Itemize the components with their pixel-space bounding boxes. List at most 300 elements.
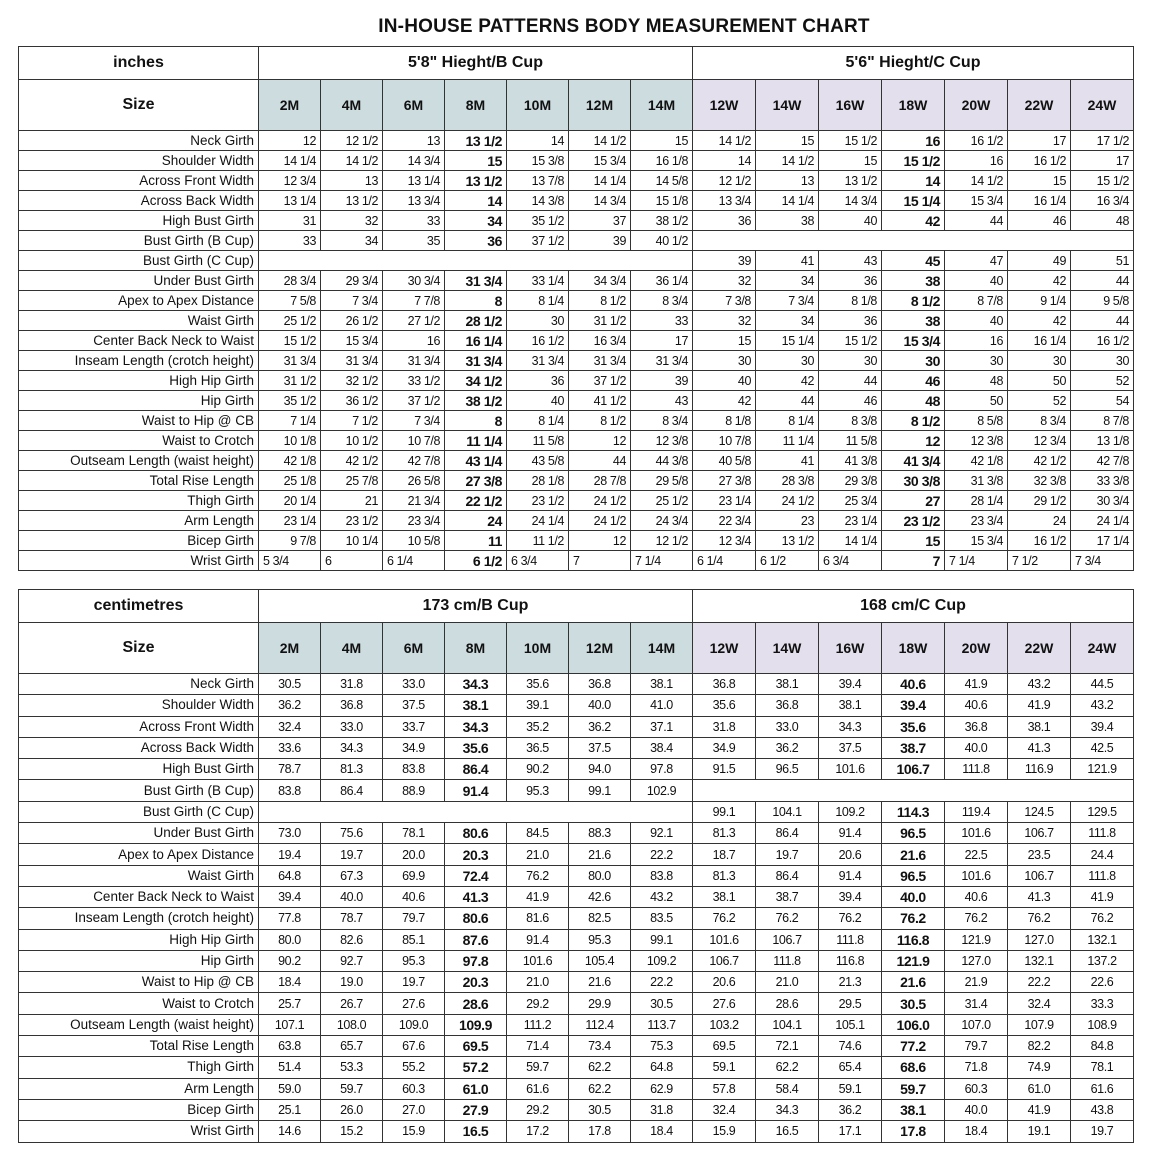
row-label: High Bust Girth bbox=[19, 211, 259, 231]
value-cell: 8 1/4 bbox=[756, 411, 819, 431]
value-cell: 80.6 bbox=[445, 823, 507, 844]
value-cell: 8 1/2 bbox=[569, 411, 631, 431]
table-row bbox=[19, 780, 1134, 801]
value-cell: 40 bbox=[945, 271, 1008, 291]
value-cell: 38.7 bbox=[882, 737, 945, 758]
value-cell: 81.3 bbox=[693, 865, 756, 886]
value-cell: 91.5 bbox=[693, 759, 756, 780]
value-cell: 61.6 bbox=[507, 1078, 569, 1099]
value-cell: 78.7 bbox=[321, 908, 383, 929]
centimetres-table bbox=[18, 589, 1134, 1143]
size-header-12w: 12W bbox=[693, 80, 756, 131]
value-cell: 28 7/8 bbox=[569, 471, 631, 491]
value-cell: 42.6 bbox=[569, 886, 631, 907]
value-cell: 15 1/2 bbox=[1071, 171, 1134, 191]
value-cell: 24.4 bbox=[1071, 844, 1134, 865]
value-cell: 17 bbox=[1008, 131, 1071, 151]
value-cell: 7 7/8 bbox=[383, 291, 445, 311]
value-cell: 51 bbox=[1071, 251, 1134, 271]
value-cell: 27 3/8 bbox=[693, 471, 756, 491]
value-cell: 35 1/2 bbox=[507, 211, 569, 231]
value-cell: 105.1 bbox=[819, 1014, 882, 1035]
row-label: Across Back Width bbox=[19, 737, 259, 758]
value-cell: 28 1/2 bbox=[445, 311, 507, 331]
table-row bbox=[19, 151, 1134, 171]
value-cell: 10 7/8 bbox=[383, 431, 445, 451]
value-cell: 28.6 bbox=[445, 993, 507, 1014]
value-cell: 30.5 bbox=[569, 1099, 631, 1120]
value-cell: 15 3/8 bbox=[507, 151, 569, 171]
value-cell: 13 3/4 bbox=[693, 191, 756, 211]
value-cell: 7 5/8 bbox=[259, 291, 321, 311]
value-cell: 30 3/4 bbox=[383, 271, 445, 291]
value-cell: 101.6 bbox=[693, 929, 756, 950]
value-cell: 17.8 bbox=[882, 1121, 945, 1142]
value-cell: 29 5/8 bbox=[631, 471, 693, 491]
value-cell: 80.0 bbox=[259, 929, 321, 950]
value-cell: 9 1/4 bbox=[1008, 291, 1071, 311]
value-cell: 73.4 bbox=[569, 1036, 631, 1057]
value-cell: 64.8 bbox=[259, 865, 321, 886]
value-cell: 84.5 bbox=[507, 823, 569, 844]
table-row bbox=[19, 929, 1134, 950]
value-cell: 82.5 bbox=[569, 908, 631, 929]
value-cell: 33.7 bbox=[383, 716, 445, 737]
value-cell: 46 bbox=[1008, 211, 1071, 231]
value-cell: 16 bbox=[383, 331, 445, 351]
value-cell: 12 bbox=[569, 531, 631, 551]
table-row bbox=[19, 1121, 1134, 1142]
value-cell: 15 bbox=[445, 151, 507, 171]
table-row bbox=[19, 972, 1134, 993]
value-cell: 42 7/8 bbox=[1071, 451, 1134, 471]
value-cell: 46 bbox=[819, 391, 882, 411]
row-label: Total Rise Length bbox=[19, 1036, 259, 1057]
value-cell: 34 bbox=[321, 231, 383, 251]
value-cell: 67.6 bbox=[383, 1036, 445, 1057]
value-cell: 8 bbox=[445, 411, 507, 431]
value-cell: 14 1/4 bbox=[569, 171, 631, 191]
value-cell: 32 bbox=[693, 271, 756, 291]
value-cell: 14.6 bbox=[259, 1121, 321, 1142]
value-cell: 13 1/4 bbox=[259, 191, 321, 211]
value-cell: 32 bbox=[693, 311, 756, 331]
value-cell: 106.7 bbox=[756, 929, 819, 950]
table-row bbox=[19, 1057, 1134, 1078]
table-row bbox=[19, 865, 1134, 886]
value-cell: 73.0 bbox=[259, 823, 321, 844]
value-cell: 41 1/2 bbox=[569, 391, 631, 411]
value-cell: 86.4 bbox=[756, 865, 819, 886]
value-cell: 72.4 bbox=[445, 865, 507, 886]
value-cell: 65.4 bbox=[819, 1057, 882, 1078]
value-cell: 85.1 bbox=[383, 929, 445, 950]
value-cell: 24 1/2 bbox=[756, 491, 819, 511]
value-cell: 35.6 bbox=[882, 716, 945, 737]
value-cell: 74.9 bbox=[1008, 1057, 1071, 1078]
value-cell: 21.0 bbox=[756, 972, 819, 993]
group-header-missy: 173 cm/B Cup bbox=[259, 590, 693, 623]
value-cell: 15.2 bbox=[321, 1121, 383, 1142]
value-cell: 32 bbox=[321, 211, 383, 231]
row-label: Apex to Apex Distance bbox=[19, 844, 259, 865]
value-cell: 33 1/2 bbox=[383, 371, 445, 391]
value-cell: 30 bbox=[756, 351, 819, 371]
value-cell: 7 bbox=[569, 551, 631, 571]
value-cell: 127.0 bbox=[1008, 929, 1071, 950]
table-row bbox=[19, 271, 1134, 291]
row-label: Waist to Hip @ CB bbox=[19, 972, 259, 993]
value-cell: 116.8 bbox=[882, 929, 945, 950]
table-row bbox=[19, 1078, 1134, 1099]
value-cell: 14 bbox=[882, 171, 945, 191]
row-label: Waist Girth bbox=[19, 311, 259, 331]
value-cell: 12 3/4 bbox=[259, 171, 321, 191]
value-cell: 75.3 bbox=[631, 1036, 693, 1057]
value-cell: 16 bbox=[945, 331, 1008, 351]
value-cell: 7 3/4 bbox=[321, 291, 383, 311]
value-cell: 59.7 bbox=[507, 1057, 569, 1078]
value-cell: 14 1/2 bbox=[569, 131, 631, 151]
value-cell: 81.3 bbox=[321, 759, 383, 780]
value-cell: 41.9 bbox=[1071, 886, 1134, 907]
size-header-24w: 24W bbox=[1071, 623, 1134, 674]
table-row bbox=[19, 1099, 1134, 1120]
value-cell: 61.0 bbox=[445, 1078, 507, 1099]
value-cell: 40 bbox=[945, 311, 1008, 331]
value-cell: 111.8 bbox=[1071, 823, 1134, 844]
value-cell: 43.2 bbox=[631, 886, 693, 907]
empty-cell bbox=[259, 251, 693, 271]
value-cell: 8 3/8 bbox=[819, 411, 882, 431]
value-cell: 33.0 bbox=[383, 674, 445, 695]
row-label: Bust Girth (B Cup) bbox=[19, 780, 259, 801]
table-row bbox=[19, 231, 1134, 251]
value-cell: 19.0 bbox=[321, 972, 383, 993]
value-cell: 7 bbox=[882, 551, 945, 571]
value-cell: 40.0 bbox=[945, 737, 1008, 758]
value-cell: 34 1/2 bbox=[445, 371, 507, 391]
value-cell: 99.1 bbox=[631, 929, 693, 950]
value-cell: 22 3/4 bbox=[693, 511, 756, 531]
value-cell: 8 7/8 bbox=[1071, 411, 1134, 431]
value-cell: 11 bbox=[445, 531, 507, 551]
value-cell: 19.7 bbox=[1071, 1121, 1134, 1142]
value-cell: 42 bbox=[882, 211, 945, 231]
value-cell: 38.7 bbox=[756, 886, 819, 907]
value-cell: 76.2 bbox=[1071, 908, 1134, 929]
value-cell: 40.6 bbox=[383, 886, 445, 907]
value-cell: 78.1 bbox=[383, 823, 445, 844]
row-label: High Hip Girth bbox=[19, 929, 259, 950]
value-cell: 17 1/4 bbox=[1071, 531, 1134, 551]
value-cell: 13 7/8 bbox=[507, 171, 569, 191]
value-cell: 59.7 bbox=[321, 1078, 383, 1099]
value-cell: 24 1/4 bbox=[507, 511, 569, 531]
value-cell: 59.0 bbox=[259, 1078, 321, 1099]
value-cell: 8 7/8 bbox=[945, 291, 1008, 311]
size-header-16w: 16W bbox=[819, 80, 882, 131]
size-header-8m: 8M bbox=[445, 623, 507, 674]
group-header-womens: 168 cm/C Cup bbox=[693, 590, 1134, 623]
value-cell: 29 3/4 bbox=[321, 271, 383, 291]
value-cell: 58.4 bbox=[756, 1078, 819, 1099]
value-cell: 7 3/8 bbox=[693, 291, 756, 311]
row-label: Shoulder Width bbox=[19, 151, 259, 171]
value-cell: 31 1/2 bbox=[259, 371, 321, 391]
value-cell: 23 3/4 bbox=[383, 511, 445, 531]
row-label: Thigh Girth bbox=[19, 491, 259, 511]
value-cell: 33 1/4 bbox=[507, 271, 569, 291]
value-cell: 39.1 bbox=[507, 695, 569, 716]
value-cell: 86.4 bbox=[321, 780, 383, 801]
value-cell: 13 bbox=[383, 131, 445, 151]
value-cell: 15 bbox=[1008, 171, 1071, 191]
value-cell: 39 bbox=[631, 371, 693, 391]
value-cell: 72.1 bbox=[756, 1036, 819, 1057]
table-row bbox=[19, 451, 1134, 471]
value-cell: 101.6 bbox=[945, 823, 1008, 844]
value-cell: 42 7/8 bbox=[383, 451, 445, 471]
value-cell: 32.4 bbox=[693, 1099, 756, 1120]
table-row bbox=[19, 251, 1134, 271]
value-cell: 37.5 bbox=[383, 695, 445, 716]
value-cell: 42 bbox=[1008, 311, 1071, 331]
value-cell: 18.4 bbox=[631, 1121, 693, 1142]
value-cell: 48 bbox=[945, 371, 1008, 391]
value-cell: 31 3/4 bbox=[445, 271, 507, 291]
value-cell: 124.5 bbox=[1008, 801, 1071, 822]
value-cell: 28 3/4 bbox=[259, 271, 321, 291]
value-cell: 79.7 bbox=[383, 908, 445, 929]
value-cell: 44.5 bbox=[1071, 674, 1134, 695]
value-cell: 15 1/4 bbox=[756, 331, 819, 351]
value-cell: 26.7 bbox=[321, 993, 383, 1014]
value-cell: 21 3/4 bbox=[383, 491, 445, 511]
value-cell: 21.6 bbox=[569, 972, 631, 993]
value-cell: 27 1/2 bbox=[383, 311, 445, 331]
value-cell: 69.5 bbox=[693, 1036, 756, 1057]
value-cell: 10 1/2 bbox=[321, 431, 383, 451]
value-cell: 39.4 bbox=[259, 886, 321, 907]
value-cell: 21.6 bbox=[569, 844, 631, 865]
value-cell: 27 3/8 bbox=[445, 471, 507, 491]
value-cell: 30.5 bbox=[631, 993, 693, 1014]
table-row bbox=[19, 531, 1134, 551]
value-cell: 40.6 bbox=[945, 695, 1008, 716]
value-cell: 41.3 bbox=[1008, 737, 1071, 758]
value-cell: 108.9 bbox=[1071, 1014, 1134, 1035]
value-cell: 22.5 bbox=[945, 844, 1008, 865]
value-cell: 43 1/4 bbox=[445, 451, 507, 471]
row-label: Arm Length bbox=[19, 511, 259, 531]
row-label: Total Rise Length bbox=[19, 471, 259, 491]
row-label: Bust Girth (B Cup) bbox=[19, 231, 259, 251]
value-cell: 36.8 bbox=[756, 695, 819, 716]
value-cell: 12 1/2 bbox=[321, 131, 383, 151]
value-cell: 27.6 bbox=[383, 993, 445, 1014]
value-cell: 38.1 bbox=[756, 674, 819, 695]
value-cell: 50 bbox=[1008, 371, 1071, 391]
size-header-20w: 20W bbox=[945, 623, 1008, 674]
value-cell: 9 5/8 bbox=[1071, 291, 1134, 311]
value-cell: 36.8 bbox=[945, 716, 1008, 737]
value-cell: 34.3 bbox=[445, 674, 507, 695]
value-cell: 15 1/8 bbox=[631, 191, 693, 211]
value-cell: 69.5 bbox=[445, 1036, 507, 1057]
value-cell: 16 1/2 bbox=[1008, 531, 1071, 551]
value-cell: 63.8 bbox=[259, 1036, 321, 1057]
value-cell: 20.3 bbox=[445, 844, 507, 865]
value-cell: 27.0 bbox=[383, 1099, 445, 1120]
value-cell: 44 bbox=[819, 371, 882, 391]
value-cell: 38.4 bbox=[631, 737, 693, 758]
table-row bbox=[19, 844, 1134, 865]
size-header-14m: 14M bbox=[631, 623, 693, 674]
value-cell: 12 bbox=[882, 431, 945, 451]
value-cell: 59.1 bbox=[693, 1057, 756, 1078]
value-cell: 38.1 bbox=[882, 1099, 945, 1120]
value-cell: 8 1/2 bbox=[882, 411, 945, 431]
value-cell: 59.1 bbox=[819, 1078, 882, 1099]
value-cell: 16 1/4 bbox=[445, 331, 507, 351]
value-cell: 41.9 bbox=[507, 886, 569, 907]
row-label: Bust Girth (C Cup) bbox=[19, 801, 259, 822]
value-cell: 14 1/4 bbox=[819, 531, 882, 551]
value-cell: 51.4 bbox=[259, 1057, 321, 1078]
value-cell: 43.8 bbox=[1071, 1099, 1134, 1120]
row-label: Outseam Length (waist height) bbox=[19, 451, 259, 471]
row-label: High Bust Girth bbox=[19, 759, 259, 780]
value-cell: 90.2 bbox=[259, 950, 321, 971]
value-cell: 37 bbox=[569, 211, 631, 231]
table-row bbox=[19, 331, 1134, 351]
table-row bbox=[19, 993, 1134, 1014]
value-cell: 14 1/2 bbox=[756, 151, 819, 171]
value-cell: 13 1/2 bbox=[819, 171, 882, 191]
value-cell: 38 bbox=[756, 211, 819, 231]
value-cell: 32.4 bbox=[259, 716, 321, 737]
value-cell: 15 bbox=[819, 151, 882, 171]
value-cell: 19.1 bbox=[1008, 1121, 1071, 1142]
value-cell: 40.0 bbox=[321, 886, 383, 907]
table-row bbox=[19, 471, 1134, 491]
value-cell: 111.8 bbox=[945, 759, 1008, 780]
empty-cell bbox=[259, 801, 693, 822]
size-header-20w: 20W bbox=[945, 80, 1008, 131]
value-cell: 45 bbox=[882, 251, 945, 271]
value-cell: 36.2 bbox=[259, 695, 321, 716]
value-cell: 36.8 bbox=[693, 674, 756, 695]
value-cell: 31.8 bbox=[321, 674, 383, 695]
value-cell: 14 5/8 bbox=[631, 171, 693, 191]
value-cell: 116.9 bbox=[1008, 759, 1071, 780]
table-row bbox=[19, 171, 1134, 191]
value-cell: 36 bbox=[819, 271, 882, 291]
value-cell: 15 1/2 bbox=[819, 331, 882, 351]
value-cell: 33 bbox=[631, 311, 693, 331]
value-cell: 33 3/8 bbox=[1071, 471, 1134, 491]
value-cell: 41 bbox=[756, 251, 819, 271]
value-cell: 137.2 bbox=[1071, 950, 1134, 971]
table-row bbox=[19, 351, 1134, 371]
value-cell: 6 3/4 bbox=[819, 551, 882, 571]
value-cell: 35.6 bbox=[507, 674, 569, 695]
value-cell: 13 1/2 bbox=[445, 131, 507, 151]
table-row bbox=[19, 1036, 1134, 1057]
value-cell: 6 1/2 bbox=[756, 551, 819, 571]
value-cell: 38.1 bbox=[1008, 716, 1071, 737]
value-cell: 19.7 bbox=[756, 844, 819, 865]
value-cell: 33.0 bbox=[756, 716, 819, 737]
value-cell: 31 1/2 bbox=[569, 311, 631, 331]
value-cell: 29.5 bbox=[819, 993, 882, 1014]
value-cell: 8 5/8 bbox=[945, 411, 1008, 431]
value-cell: 11 5/8 bbox=[507, 431, 569, 451]
value-cell: 31 3/4 bbox=[259, 351, 321, 371]
value-cell: 36.2 bbox=[569, 716, 631, 737]
value-cell: 29.2 bbox=[507, 1099, 569, 1120]
table-row bbox=[19, 391, 1134, 411]
value-cell: 79.7 bbox=[945, 1036, 1008, 1057]
value-cell: 52 bbox=[1071, 371, 1134, 391]
value-cell: 15 bbox=[631, 131, 693, 151]
table-row bbox=[19, 695, 1134, 716]
value-cell: 15 1/2 bbox=[819, 131, 882, 151]
value-cell: 29 3/8 bbox=[819, 471, 882, 491]
row-label: Bust Girth (C Cup) bbox=[19, 251, 259, 271]
value-cell: 35.6 bbox=[445, 737, 507, 758]
value-cell: 78.7 bbox=[259, 759, 321, 780]
value-cell: 36.5 bbox=[507, 737, 569, 758]
value-cell: 31.4 bbox=[945, 993, 1008, 1014]
table-row bbox=[19, 311, 1134, 331]
value-cell: 21.0 bbox=[507, 972, 569, 993]
value-cell: 43.2 bbox=[1071, 695, 1134, 716]
value-cell: 44 bbox=[569, 451, 631, 471]
value-cell: 46 bbox=[882, 371, 945, 391]
value-cell: 36.2 bbox=[819, 1099, 882, 1120]
value-cell: 15 1/2 bbox=[259, 331, 321, 351]
value-cell: 104.1 bbox=[756, 801, 819, 822]
value-cell: 78.1 bbox=[1071, 1057, 1134, 1078]
value-cell: 12 bbox=[569, 431, 631, 451]
size-header-12m: 12M bbox=[569, 80, 631, 131]
size-header-4m: 4M bbox=[321, 623, 383, 674]
value-cell: 99.1 bbox=[569, 780, 631, 801]
value-cell: 61.6 bbox=[1071, 1078, 1134, 1099]
value-cell: 84.8 bbox=[1071, 1036, 1134, 1057]
value-cell: 29 1/2 bbox=[1008, 491, 1071, 511]
value-cell: 95.3 bbox=[569, 929, 631, 950]
group-header-missy: 5'8" Hieght/B Cup bbox=[259, 47, 693, 80]
empty-cell bbox=[693, 780, 1134, 801]
value-cell: 106.7 bbox=[882, 759, 945, 780]
size-header-10m: 10M bbox=[507, 623, 569, 674]
value-cell: 34.9 bbox=[383, 737, 445, 758]
value-cell: 8 3/4 bbox=[1008, 411, 1071, 431]
size-header-24w: 24W bbox=[1071, 80, 1134, 131]
value-cell: 95.3 bbox=[383, 950, 445, 971]
value-cell: 42 1/2 bbox=[1008, 451, 1071, 471]
value-cell: 6 3/4 bbox=[507, 551, 569, 571]
table-row bbox=[19, 737, 1134, 758]
value-cell: 30 bbox=[882, 351, 945, 371]
row-label: Waist to Hip @ CB bbox=[19, 411, 259, 431]
row-label: Outseam Length (waist height) bbox=[19, 1014, 259, 1035]
value-cell: 14 3/4 bbox=[569, 191, 631, 211]
value-cell: 114.3 bbox=[882, 801, 945, 822]
